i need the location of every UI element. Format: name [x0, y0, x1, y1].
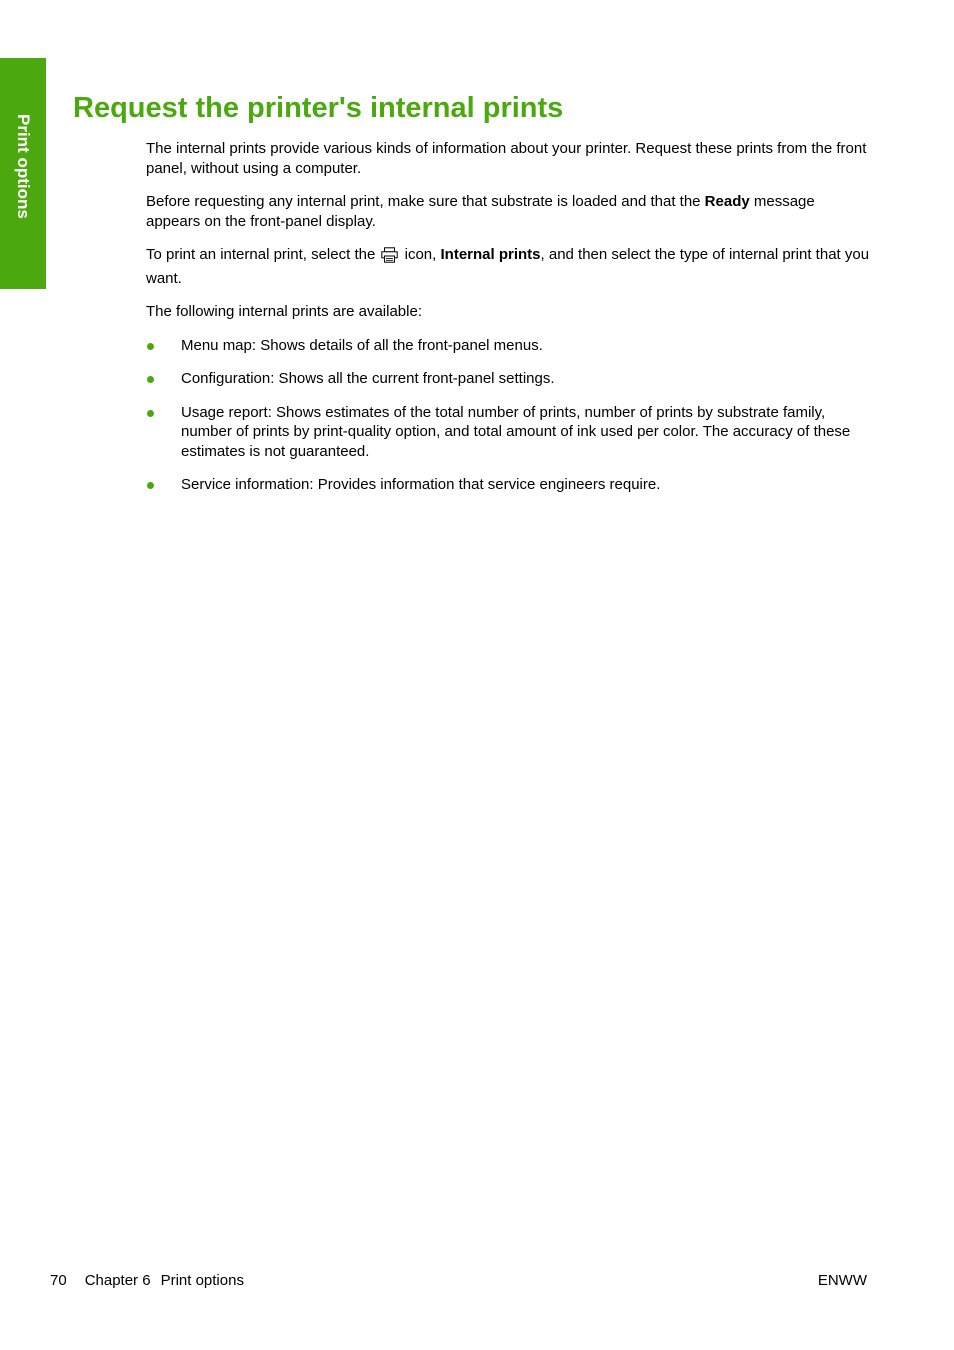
paragraph-before-requesting	[146, 192, 871, 231]
main-content	[146, 139, 871, 509]
text: message appears on the front-panel display.	[146, 193, 815, 230]
ready-keyword: Ready	[704, 193, 750, 210]
text: icon,	[400, 246, 441, 263]
paragraph-intro: The internal prints provide various kinds of information about your printer. Request these prints from the front panel, without using a computer.	[146, 140, 867, 177]
list-item-text: Usage report: Shows estimates of the total number of prints, number of prints by substrate family, number of prints by print-quality option, and total amount of ink used per color. The accuracy of these estimates is not guaranteed.	[181, 403, 851, 460]
list-item	[146, 475, 871, 495]
printer-icon	[381, 247, 398, 269]
list-item-text: Configuration: Shows all the current front-panel settings.	[181, 370, 555, 387]
text: To print an internal print, select the	[146, 246, 380, 263]
paragraph-available: The following internal prints are available:	[146, 303, 422, 320]
bullet-icon	[147, 482, 154, 489]
side-tab-label: Print options	[14, 114, 33, 219]
text: Before requesting any internal print, make sure that substrate is loaded and that the	[146, 193, 705, 210]
text: , and then select the type of internal print that you want.	[146, 246, 870, 287]
list-item-text: Service information: Provides information that service engineers require.	[181, 476, 661, 493]
list-item-text: Menu map: Shows details of all the front-panel menus.	[181, 336, 543, 354]
footer-chapter: Chapter 6	[84, 1272, 151, 1289]
internal-prints-keyword: Internal prints	[440, 246, 541, 263]
list-item	[146, 336, 871, 356]
bullet-icon	[147, 410, 154, 417]
page-title: Request the printer's internal prints	[73, 92, 564, 124]
internal-prints-list	[146, 336, 871, 495]
paragraph-how-to-print	[146, 245, 871, 288]
page-number: 70	[50, 1272, 67, 1289]
footer-right: ENWW	[817, 1272, 867, 1289]
bullet-icon	[147, 343, 154, 350]
footer-section: Print options	[160, 1272, 244, 1289]
list-item	[146, 369, 871, 389]
list-item	[146, 403, 871, 462]
side-tab	[0, 58, 46, 289]
bullet-icon	[147, 376, 154, 383]
footer-left	[50, 1272, 262, 1289]
